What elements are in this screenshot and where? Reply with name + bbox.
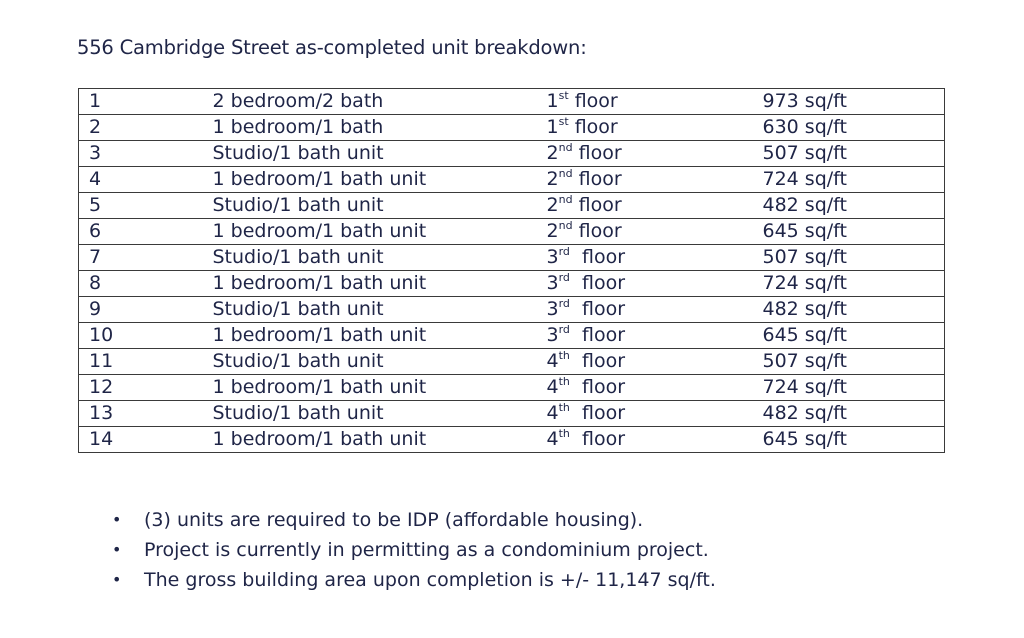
bullet-icon: • bbox=[112, 510, 122, 529]
unit-size: 724 sq/ft bbox=[762, 376, 847, 398]
unit-type: 2 bedroom/2 bath bbox=[212, 90, 384, 112]
unit-size: 724 sq/ft bbox=[762, 272, 847, 294]
unit-number-cell bbox=[79, 89, 213, 115]
floor-ordinal-suffix: nd bbox=[558, 192, 573, 206]
unit-size: 507 sq/ft bbox=[762, 142, 847, 164]
floor-gap bbox=[570, 298, 582, 320]
unit-number-cell bbox=[79, 375, 213, 401]
table-row bbox=[79, 89, 945, 115]
unit-size-cell bbox=[763, 375, 945, 401]
floor-number: 2 bbox=[546, 194, 559, 216]
unit-number-cell bbox=[79, 297, 213, 323]
floor-ordinal-suffix: nd bbox=[558, 140, 573, 154]
unit-type: Studio/1 bath unit bbox=[212, 246, 384, 268]
unit-number: 10 bbox=[89, 324, 114, 346]
table-row bbox=[79, 141, 945, 167]
floor-word: floor bbox=[574, 116, 618, 138]
unit-size: 507 sq/ft bbox=[762, 350, 847, 372]
unit-floor-cell bbox=[547, 245, 763, 271]
unit-number: 2 bbox=[89, 116, 102, 138]
unit-type-cell bbox=[213, 271, 547, 297]
unit-size: 482 sq/ft bbox=[762, 402, 847, 424]
unit-number-cell bbox=[79, 193, 213, 219]
unit-number-cell bbox=[79, 401, 213, 427]
unit-type-cell bbox=[213, 297, 547, 323]
list-item bbox=[110, 537, 716, 567]
floor-number: 4 bbox=[546, 402, 559, 424]
table-row bbox=[79, 271, 945, 297]
unit-type-cell bbox=[213, 141, 547, 167]
floor-word: floor bbox=[578, 142, 622, 164]
unit-number: 14 bbox=[89, 428, 114, 450]
list-item bbox=[110, 567, 716, 597]
unit-floor-cell bbox=[547, 89, 763, 115]
unit-type-cell bbox=[213, 115, 547, 141]
unit-size-cell bbox=[763, 323, 945, 349]
floor-number: 4 bbox=[546, 428, 559, 450]
unit-floor-cell bbox=[547, 349, 763, 375]
floor-word: floor bbox=[574, 90, 618, 112]
unit-size-cell bbox=[763, 193, 945, 219]
table-row bbox=[79, 323, 945, 349]
floor-ordinal-suffix: rd bbox=[558, 244, 570, 258]
list-item bbox=[110, 507, 716, 537]
floor-number: 3 bbox=[546, 272, 559, 294]
unit-type-cell bbox=[213, 193, 547, 219]
unit-size: 507 sq/ft bbox=[762, 246, 847, 268]
unit-number: 4 bbox=[89, 168, 102, 190]
floor-ordinal-suffix: st bbox=[558, 114, 569, 128]
floor-gap bbox=[570, 376, 582, 398]
unit-type: 1 bedroom/1 bath unit bbox=[212, 168, 427, 190]
table-row bbox=[79, 427, 945, 453]
unit-size: 724 sq/ft bbox=[762, 168, 847, 190]
table-row bbox=[79, 115, 945, 141]
unit-size-cell bbox=[763, 245, 945, 271]
floor-word: floor bbox=[582, 324, 626, 346]
note-text: (3) units are required to be IDP (affordable housing). bbox=[144, 509, 644, 531]
unit-number: 9 bbox=[89, 298, 102, 320]
floor-word: floor bbox=[578, 168, 622, 190]
floor-word: floor bbox=[582, 246, 626, 268]
floor-number: 4 bbox=[546, 376, 559, 398]
unit-type-cell bbox=[213, 323, 547, 349]
unit-type: 1 bedroom/1 bath unit bbox=[212, 376, 427, 398]
unit-type: 1 bedroom/1 bath bbox=[212, 116, 384, 138]
table-row bbox=[79, 297, 945, 323]
unit-size: 645 sq/ft bbox=[762, 220, 847, 242]
table-row bbox=[79, 349, 945, 375]
floor-ordinal-suffix: th bbox=[558, 400, 570, 414]
unit-number-cell bbox=[79, 219, 213, 245]
unit-type-cell bbox=[213, 245, 547, 271]
table-row bbox=[79, 401, 945, 427]
table-row bbox=[79, 245, 945, 271]
floor-word: floor bbox=[581, 350, 626, 372]
note-text: The gross building area upon completion is +/- 11,147 sq/ft. bbox=[144, 569, 716, 591]
unit-number-cell bbox=[79, 323, 213, 349]
unit-floor-cell bbox=[547, 375, 763, 401]
unit-number-cell bbox=[79, 349, 213, 375]
floor-ordinal-suffix: th bbox=[558, 426, 570, 440]
floor-number: 2 bbox=[546, 168, 559, 190]
floor-word: floor bbox=[581, 428, 626, 450]
unit-size: 973 sq/ft bbox=[762, 90, 847, 112]
bullet-icon: • bbox=[112, 540, 122, 559]
unit-floor-cell bbox=[547, 219, 763, 245]
unit-size: 482 sq/ft bbox=[762, 298, 847, 320]
floor-number: 2 bbox=[546, 220, 559, 242]
unit-size-cell bbox=[763, 115, 945, 141]
page-title: 556 Cambridge Street as-completed unit breakdown: bbox=[77, 36, 587, 59]
unit-size-cell bbox=[763, 401, 945, 427]
floor-word: floor bbox=[582, 272, 626, 294]
unit-type: Studio/1 bath unit bbox=[212, 298, 384, 320]
floor-number: 1 bbox=[546, 90, 559, 112]
unit-size: 630 sq/ft bbox=[762, 116, 847, 138]
unit-number: 12 bbox=[89, 376, 114, 398]
unit-breakdown-table bbox=[78, 88, 945, 453]
unit-floor-cell bbox=[547, 271, 763, 297]
unit-number: 6 bbox=[89, 220, 102, 242]
table-row bbox=[79, 193, 945, 219]
unit-size-cell bbox=[763, 167, 945, 193]
unit-rows bbox=[79, 89, 945, 453]
unit-floor-cell bbox=[547, 193, 763, 219]
floor-number: 3 bbox=[546, 298, 559, 320]
floor-ordinal-suffix: rd bbox=[558, 296, 570, 310]
floor-ordinal-suffix: nd bbox=[558, 218, 573, 232]
unit-number: 7 bbox=[89, 246, 102, 268]
unit-type-cell bbox=[213, 401, 547, 427]
unit-number: 1 bbox=[89, 90, 102, 112]
floor-ordinal-suffix: th bbox=[558, 374, 570, 388]
floor-number: 4 bbox=[546, 350, 559, 372]
unit-number-cell bbox=[79, 427, 213, 453]
table-row bbox=[79, 375, 945, 401]
unit-type-cell bbox=[213, 349, 547, 375]
unit-type: 1 bedroom/1 bath unit bbox=[212, 272, 427, 294]
unit-type: 1 bedroom/1 bath unit bbox=[212, 220, 427, 242]
unit-type: 1 bedroom/1 bath unit bbox=[212, 324, 427, 346]
unit-type: 1 bedroom/1 bath unit bbox=[212, 428, 427, 450]
floor-number: 3 bbox=[546, 324, 559, 346]
floor-number: 3 bbox=[546, 246, 559, 268]
unit-floor-cell bbox=[547, 167, 763, 193]
floor-word: floor bbox=[581, 376, 626, 398]
table-row bbox=[79, 219, 945, 245]
unit-floor-cell bbox=[547, 297, 763, 323]
floor-gap bbox=[570, 402, 582, 424]
unit-type: Studio/1 bath unit bbox=[212, 402, 384, 424]
floor-gap bbox=[570, 246, 582, 268]
unit-floor-cell bbox=[547, 141, 763, 167]
unit-size-cell bbox=[763, 349, 945, 375]
unit-size-cell bbox=[763, 141, 945, 167]
unit-type-cell bbox=[213, 89, 547, 115]
floor-ordinal-suffix: rd bbox=[558, 322, 570, 336]
floor-word: floor bbox=[582, 298, 626, 320]
unit-number-cell bbox=[79, 245, 213, 271]
note-text: Project is currently in permitting as a condominium project. bbox=[144, 539, 709, 561]
floor-number: 1 bbox=[546, 116, 559, 138]
unit-number: 11 bbox=[89, 350, 114, 372]
notes-list bbox=[110, 507, 716, 597]
unit-number-cell bbox=[79, 167, 213, 193]
unit-size-cell bbox=[763, 427, 945, 453]
unit-number-cell bbox=[79, 115, 213, 141]
unit-number: 5 bbox=[89, 194, 102, 216]
unit-type: Studio/1 bath unit bbox=[212, 194, 384, 216]
unit-floor-cell bbox=[547, 401, 763, 427]
table-row bbox=[79, 167, 945, 193]
floor-ordinal-suffix: th bbox=[558, 348, 570, 362]
floor-word: floor bbox=[578, 194, 622, 216]
unit-type-cell bbox=[213, 219, 547, 245]
floor-ordinal-suffix: nd bbox=[558, 166, 573, 180]
unit-type: Studio/1 bath unit bbox=[212, 142, 384, 164]
unit-type-cell bbox=[213, 167, 547, 193]
floor-gap bbox=[570, 428, 582, 450]
unit-size: 645 sq/ft bbox=[762, 324, 847, 346]
bullet-icon: • bbox=[112, 570, 122, 589]
floor-gap bbox=[570, 272, 582, 294]
unit-number: 3 bbox=[89, 142, 102, 164]
unit-type-cell bbox=[213, 375, 547, 401]
floor-gap bbox=[570, 350, 582, 372]
floor-word: floor bbox=[578, 220, 622, 242]
floor-ordinal-suffix: rd bbox=[558, 270, 570, 284]
unit-size-cell bbox=[763, 89, 945, 115]
unit-number-cell bbox=[79, 141, 213, 167]
floor-ordinal-suffix: st bbox=[558, 88, 569, 102]
unit-type: Studio/1 bath unit bbox=[212, 350, 384, 372]
unit-floor-cell bbox=[547, 427, 763, 453]
unit-number: 13 bbox=[89, 402, 114, 424]
unit-size-cell bbox=[763, 219, 945, 245]
unit-size: 482 sq/ft bbox=[762, 194, 847, 216]
unit-size: 645 sq/ft bbox=[762, 428, 847, 450]
unit-floor-cell bbox=[547, 115, 763, 141]
unit-number: 8 bbox=[89, 272, 102, 294]
unit-number-cell bbox=[79, 271, 213, 297]
floor-gap bbox=[570, 324, 582, 346]
unit-size-cell bbox=[763, 297, 945, 323]
floor-number: 2 bbox=[546, 142, 559, 164]
floor-word: floor bbox=[581, 402, 626, 424]
unit-floor-cell bbox=[547, 323, 763, 349]
unit-type-cell bbox=[213, 427, 547, 453]
unit-size-cell bbox=[763, 271, 945, 297]
